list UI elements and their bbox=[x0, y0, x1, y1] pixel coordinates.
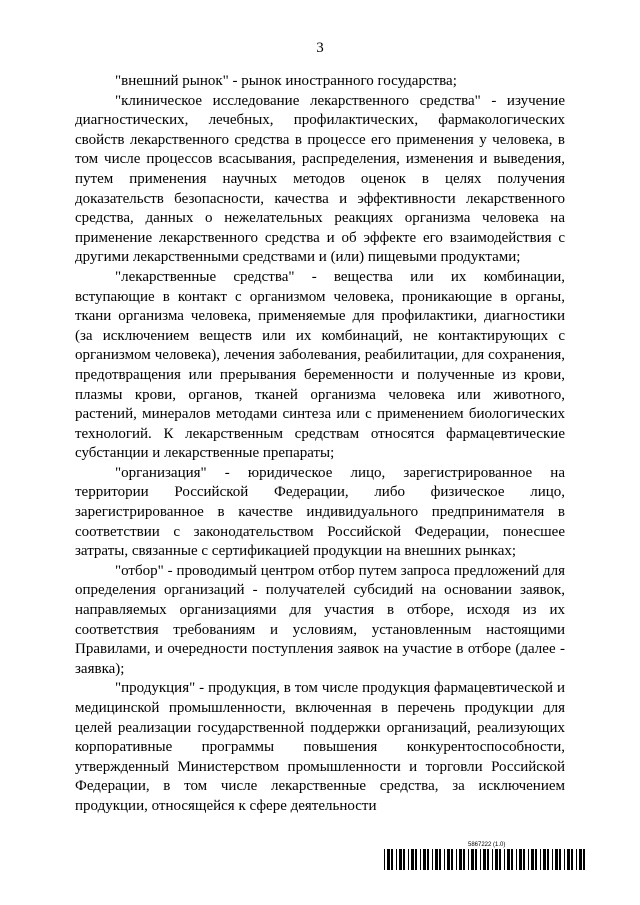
document-body bbox=[75, 72, 565, 817]
definition-organization: "организация" - юридическое лицо, зарегистрированное на территории Российской Федерации, либо физическое лицо, зарегистрированное в качестве индивидуального предпринимателя в соответствии с законодательством Российской Федерации, понесшее затраты, связанные с сертификацией продукции на внешних рынках; bbox=[75, 464, 565, 560]
definition-selection: "отбор" - проводимый центром отбор путем запроса предложений для определения организаций - получателей субсидий на основании заявок, направляемых организациями для участия в отборе, исходя из их соответствия требованиям и условиям, установленным настоящими Правилами, и очередности поступления заявок на участие в отборе (далее - заявка); bbox=[75, 562, 565, 677]
definition-clinical-trial: "клиническое исследование лекарственного средства" - изучение диагностических, лечебных, профилактических, фармакологических свойств лекарственного средства в процессе его применения у человека, в том числе процессов всасывания, распределения, изменения и выведения, путем применения научных методов оценок в целях получения доказательств безопасности, качества и эффективности лекарственного средства, данных о нежелательных реакциях организма человека на применение лекарственного средства и об эффекте его взаимодействия с другими лекарственными средствами и (или) пищевыми продуктами; bbox=[75, 92, 565, 266]
definition-external-market: "внешний рынок" - рынок иностранного государства; bbox=[115, 73, 457, 89]
page-number: 3 bbox=[316, 40, 324, 56]
definition-medicines: "лекарственные средства" - вещества или их комбинации, вступающие в контакт с организмом человека, проникающие в органы, ткани организма человека, применяемые для профилактики, диагностики (за исключением веществ или их комбинаций, не контактирующих с организмом человека), лечения заболевания, реабилитации, для сохранения, предотвращения или прерывания беременности и полученные из крови, плазмы крови, органов, тканей организма человека или животного, растений, минералов методами синтеза или с применением биологических технологий. К лекарственным средствам относятся фармацевтические субстанции и лекарственные препараты; bbox=[75, 268, 565, 462]
definition-products: "продукция" - продукция, в том числе продукция фармацевтической и медицинской промышленности, включенная в перечень продукции для целей реализации государственной поддержки организаций, реализующих корпоративные программы повышения конкурентоспособности, утвержденный Министерством промышленности и торговли Российской Федерации, в том числе лекарственные средства, за исключением продукции, относящейся к сфере деятельности bbox=[75, 680, 565, 814]
barcode bbox=[384, 849, 586, 870]
document-code: 5867222 (1.0) bbox=[468, 842, 506, 848]
